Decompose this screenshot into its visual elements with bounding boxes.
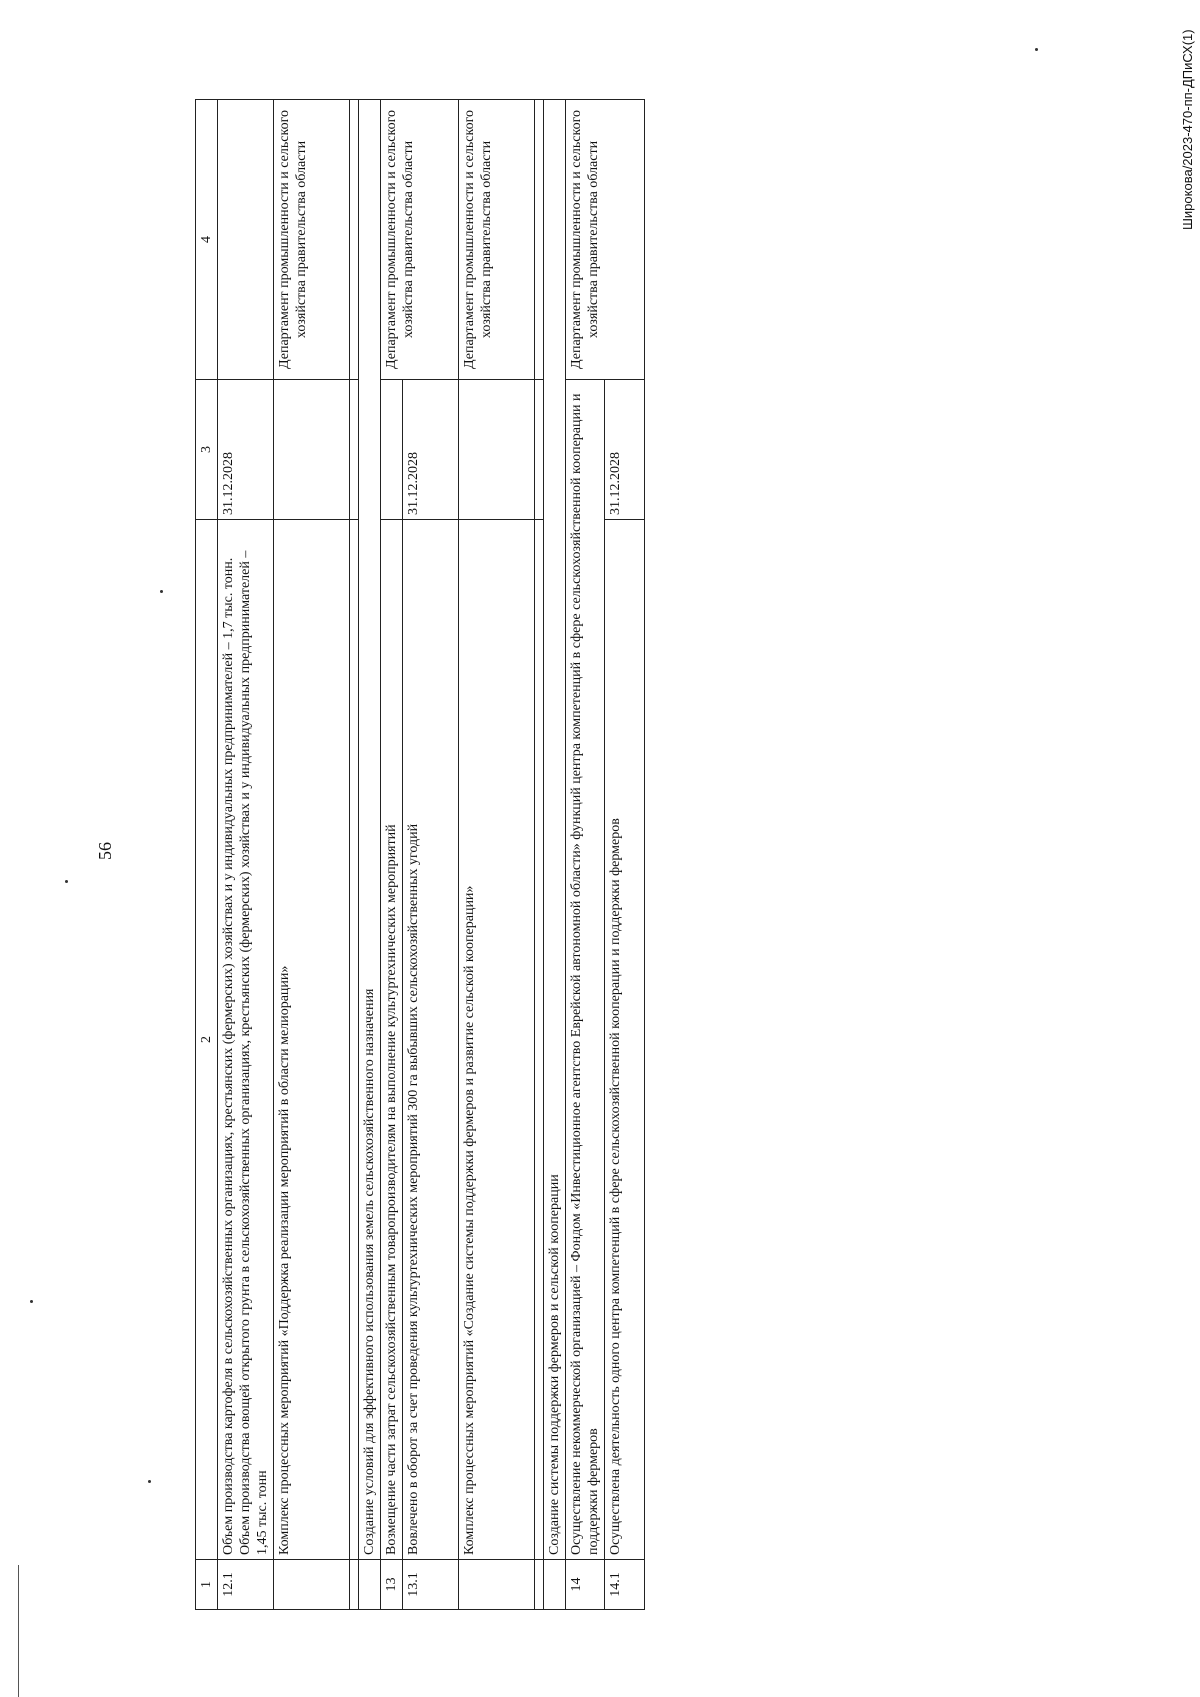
scan-speck xyxy=(148,1480,151,1483)
row-number: 12.1 xyxy=(218,1560,274,1610)
row-text xyxy=(218,520,274,1560)
scan-speck xyxy=(1035,48,1038,51)
row-number xyxy=(274,1560,350,1610)
row-date xyxy=(459,380,535,520)
row-dept: Департамент промышленности и сельского хозяйства правительства области xyxy=(459,100,535,380)
table-row xyxy=(218,100,274,1610)
header-cell-1: 1 xyxy=(196,1560,218,1610)
row-number: 14.1 xyxy=(605,1560,645,1610)
header-cell-3: 3 xyxy=(196,380,218,520)
row-text: Осуществлена деятельность одного центра компетенций в сфере сельскохозяйственной кооперации и поддержки фермеров xyxy=(605,520,645,1560)
row-dept: Департамент промышленности и сельского хозяйства правительства области xyxy=(381,100,459,380)
table-row xyxy=(274,100,350,1610)
row-date xyxy=(274,380,350,520)
row-text: Осуществление некоммерческой организацией – Фондом «Инвестиционное агентство Еврейской автономной области» функций центра компетенций в сфере сельскохозяйственной кооперации и поддержки фермеров xyxy=(566,380,605,1560)
row-date: 31.12.2028 xyxy=(403,380,459,520)
row-text: Возмещение части затрат сельскохозяйственным товаропроизводителям на выполнение культуртехнических мероприятий xyxy=(381,520,403,1560)
row-text-line: Объем производства картофеля в сельскохозяйственных организациях, крестьянских (фермерских) хозяйствах и у индивидуальных предпринимателей – 1,7 тыс. тонн. xyxy=(221,557,236,1555)
row-number: 14 xyxy=(566,1560,605,1610)
page-number: 56 xyxy=(95,842,115,860)
scan-speck xyxy=(160,590,163,593)
row-number xyxy=(544,1560,566,1610)
row-text: Комплекс процессных мероприятий «Создание системы поддержки фермеров и развитие сельской кооперации» xyxy=(459,520,535,1560)
row-number: 13 xyxy=(381,1560,403,1610)
table-row xyxy=(359,100,381,1610)
scan-speck xyxy=(30,1300,33,1303)
spacer-row xyxy=(350,100,359,1610)
row-date: 31.12.2028 xyxy=(218,380,274,520)
row-number xyxy=(459,1560,535,1610)
row-date xyxy=(381,380,403,520)
scan-speck xyxy=(65,880,68,883)
table-row xyxy=(459,100,535,1610)
section-title: Создание условий для эффективного использования земель сельскохозяйственного назначения xyxy=(359,100,381,1560)
row-date: 31.12.2028 xyxy=(605,380,645,520)
table-row xyxy=(544,100,566,1610)
scan-artifact-line xyxy=(18,1565,19,1697)
section-title: Создание системы поддержки фермеров и сельской кооперации xyxy=(544,100,566,1560)
header-cell-2: 2 xyxy=(196,520,218,1560)
row-number xyxy=(359,1560,381,1610)
rotated-table-container xyxy=(195,100,695,1610)
table-row xyxy=(566,100,605,1610)
row-dept: Департамент промышленности и сельского хозяйства правительства области xyxy=(566,100,645,380)
header-cell-4: 4 xyxy=(196,100,218,380)
row-number: 13.1 xyxy=(403,1560,459,1610)
row-dept xyxy=(218,100,274,380)
row-text: Вовлечено в оборот за счет проведения культуртехнических мероприятий 300 га выбывших сельскохозяйственных угодий xyxy=(403,520,459,1560)
table-header-row xyxy=(196,100,218,1610)
spacer-row xyxy=(535,100,544,1610)
table-row xyxy=(381,100,403,1610)
row-text-line: Объем производства овощей открытого грунта в сельскохозяйственных организациях, крестьянских (фермерских) хозяйствах и у индивидуальных предпринимателей – 1,45 тыс. тонн xyxy=(238,550,270,1555)
activities-table xyxy=(195,99,645,1610)
row-dept: Департамент промышленности и сельского хозяйства правительства области xyxy=(274,100,350,380)
row-text: Комплекс процессных мероприятий «Поддержка реализации мероприятий в области мелиорации» xyxy=(274,520,350,1560)
document-footer-id: Широкова/2023-470-пп-ДПиСХ(1) xyxy=(1180,29,1195,230)
